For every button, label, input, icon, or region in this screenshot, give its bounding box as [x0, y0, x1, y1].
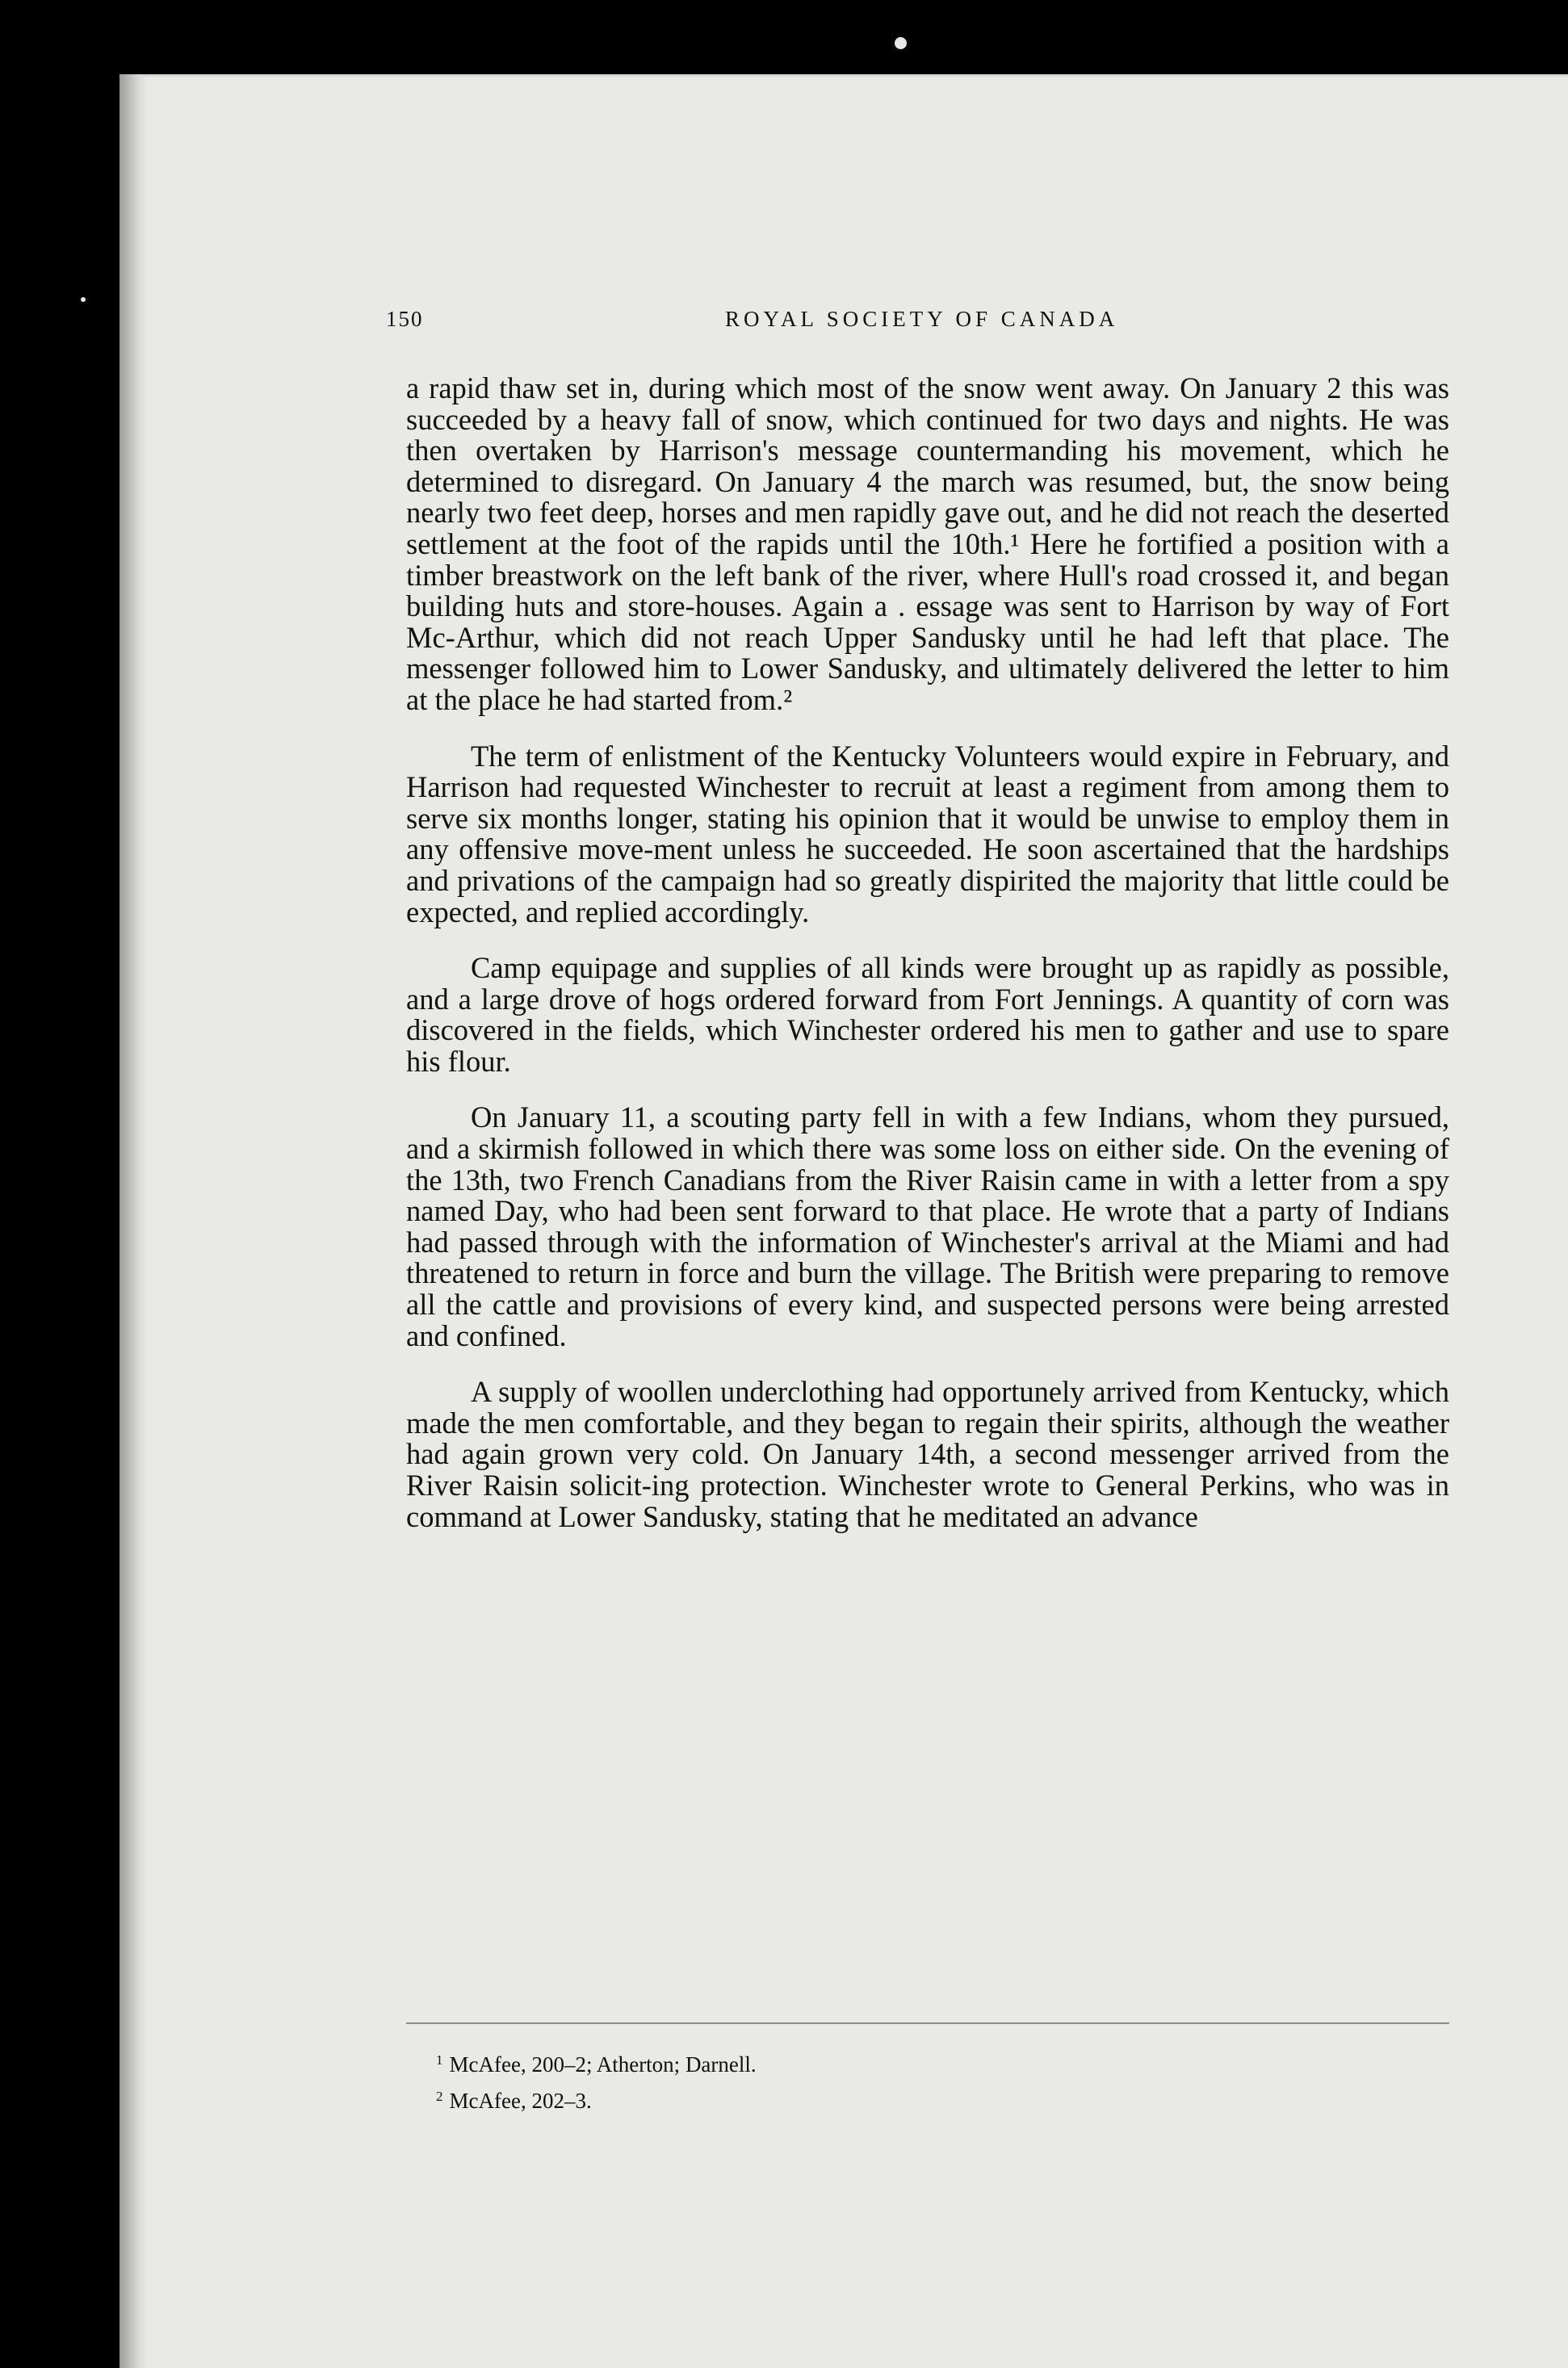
footnote-mark: 1 [436, 2052, 443, 2068]
scan-dust-speck [81, 297, 86, 302]
footnote-text: McAfee, 200–2; Atherton; Darnell. [449, 2052, 757, 2077]
running-title: ROYAL SOCIETY OF CANADA [725, 307, 1119, 331]
footnote-text: McAfee, 202–3. [449, 2089, 592, 2113]
page-edge-shadow [119, 74, 147, 2368]
paragraph-3: Camp equipage and supplies of all kinds were brought up as rapidly as possible, and a large drove of hogs ordered forward from Fort Jennings. A quantity of corn was discovered in the fields, which Winchester ordered his men to gather and use to spare his flour. [406, 951, 1449, 1078]
body-text [406, 373, 1449, 1532]
footnote-mark: 2 [436, 2089, 443, 2104]
footnote-rule [406, 2022, 1449, 2024]
paragraph-1: a rapid thaw set in, during which most of the snow went away. On January 2 this was succeeded by a heavy fall of snow, which continued for two days and nights. He was then overtaken by Harrison's message countermanding his movement, which he determined to disregard. On January 4 the march was resumed, but, the snow being nearly two feet deep, horses and men rapidly gave out, and he did not reach the deserted settlement at the foot of the rapids until the 10th.¹ Here he fortified a position with a timber breastwork on the left bank of the river, where Hull's road crossed it, and began building huts and store-houses. Again a . essage was sent to Harrison by way of Fort Mc-Arthur, which did not reach Upper Sandusky until he had left that place. The messenger followed him to Lower Sandusky, and ultimately delivered the letter to him at the place he had started from.² [406, 371, 1449, 716]
footnote-2 [436, 2081, 757, 2117]
paragraph-2: The term of enlistment of the Kentucky Volunteers would expire in February, and Harrison had requested Winchester to recruit at least a regiment from among them to serve six months longer, stating his opinion that it would be unwise to employ them in any offensive move-ment unless he succeeded. He soon ascertained that the hardships and privations of the campaign had so greatly dispirited the majority that little could be expected, and replied accordingly. [406, 739, 1449, 928]
paragraph-5: A supply of woollen underclothing had opportunely arrived from Kentucky, which made the men comfortable, and they began to regain their spirits, although the weather had again grown very cold. On January 14th, a second messenger arrived from the River Raisin solicit-ing protection. Winchester wrote to General Perkins, who was in command at Lower Sandusky, stating that he meditated an advance [406, 1375, 1449, 1533]
page-header [386, 307, 1476, 339]
footnotes [436, 2044, 757, 2117]
paragraph-4: On January 11, a scouting party fell in with a few Indians, whom they pursued, and a skirmish followed in which there was some loss on either side. On the evening of the 13th, two French Canadians from the River Raisin came in with a letter from a spy named Day, who had been sent forward to that place. He wrote that a party of Indians had passed through with the information of Winchester's arrival at the Miami and had threatened to return in force and burn the village. The British were preparing to remove all the cattle and provisions of every kind, and suspected persons were being arrested and confined. [406, 1100, 1449, 1352]
scan-dust-speck [895, 37, 907, 49]
page-number: 150 [386, 307, 424, 331]
footnote-1 [436, 2044, 757, 2081]
